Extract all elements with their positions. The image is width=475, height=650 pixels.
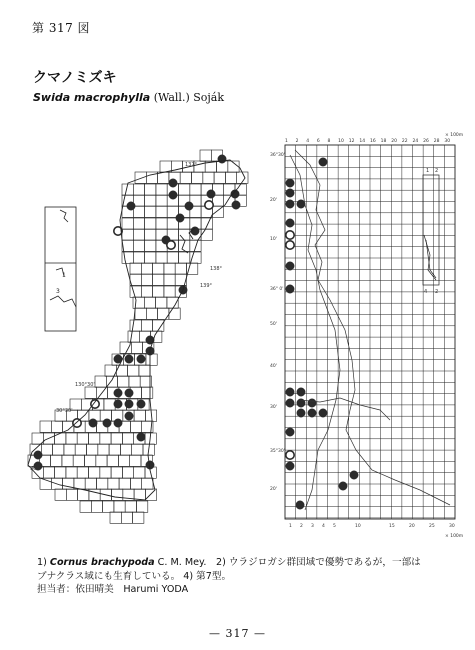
bottom-tick-label: 10 — [355, 524, 361, 529]
profile-dot — [286, 388, 294, 396]
grid-cell — [109, 444, 120, 455]
bottom-tick-label: 30 — [449, 524, 455, 529]
profile-dot — [286, 189, 294, 197]
grid-cell — [118, 455, 129, 466]
occurrence-dot — [169, 179, 177, 187]
grid-cell — [142, 387, 153, 398]
notes-line-1-rest: C. M. Mey. 2) ウラジロガシ群団域で優勢であるが，一部は — [154, 557, 421, 568]
occurrence-dot — [185, 202, 193, 210]
grid-cell — [41, 444, 52, 455]
bottom-tick-label: 3 — [311, 524, 314, 529]
scientific-binomial: Swida macrophylla — [33, 91, 151, 104]
latitude-label: 20' — [270, 487, 277, 492]
grid-cell — [145, 489, 156, 500]
inset-tick-1: 1 — [426, 168, 430, 174]
grid-cell — [53, 444, 64, 455]
latitude-label: 10' — [270, 237, 277, 242]
grid-cell — [145, 218, 156, 229]
occurrence-dot — [137, 400, 145, 408]
grid-cell — [214, 172, 225, 183]
grid-cell — [145, 229, 156, 240]
grid-cell — [55, 467, 66, 478]
grid-cell — [175, 263, 186, 274]
grid-cell — [130, 455, 141, 466]
grid-cell — [190, 184, 201, 195]
grid-cell — [120, 444, 131, 455]
latitude-label: 20' — [270, 198, 277, 203]
profile-ring — [286, 451, 294, 459]
grid-cell — [85, 478, 96, 489]
grid-cell — [64, 444, 75, 455]
grid-cell — [153, 274, 164, 285]
grid-cell — [169, 308, 180, 319]
grid-cell — [110, 512, 121, 523]
grid-cell — [190, 240, 201, 251]
profile-occurrence-dots — [286, 158, 358, 509]
top-tick-label: 6 — [316, 139, 320, 144]
grid-cell — [96, 455, 107, 466]
grid-cell — [135, 308, 146, 319]
lon-label-130-30: 130°30' — [75, 382, 95, 388]
location-inset-map — [45, 207, 76, 331]
bottom-tick-label: 5 — [333, 524, 336, 529]
grid-cell — [89, 467, 100, 478]
grid-cell — [51, 455, 62, 466]
top-tick-label: 28 — [433, 139, 440, 144]
grid-cell — [121, 512, 132, 523]
occurrence-dot — [114, 400, 122, 408]
grid-cell — [145, 184, 156, 195]
grid-cell — [40, 421, 51, 432]
grid-cell — [73, 455, 84, 466]
top-tick-label: 2 — [295, 139, 299, 144]
profile-dot — [308, 399, 316, 407]
grid-cell — [179, 229, 190, 240]
grid-cell — [190, 252, 201, 263]
lon-label-139: 139° — [200, 283, 213, 289]
prefecture-grid-map — [28, 150, 248, 523]
grid-cell — [133, 240, 144, 251]
grid-cell — [156, 184, 167, 195]
grid-cell — [203, 172, 214, 183]
map-grid-row — [95, 376, 152, 387]
grid-cell — [130, 421, 141, 432]
grid-cell — [133, 297, 144, 308]
grid-cell — [43, 467, 54, 478]
map-grid-row — [122, 184, 246, 195]
map-grid-row — [122, 218, 212, 229]
grid-cell — [107, 455, 118, 466]
occurrence-ring — [205, 201, 213, 209]
grid-cell — [141, 274, 152, 285]
grid-cell — [130, 320, 141, 331]
map-grid-row — [105, 365, 150, 376]
top-tick-label: 12 — [348, 139, 355, 144]
grid-cell — [62, 455, 73, 466]
profile-dot — [319, 158, 327, 166]
profile-ring — [286, 231, 294, 239]
grid-cell — [77, 433, 88, 444]
profile-ring — [286, 241, 294, 249]
occurrence-dot — [34, 451, 42, 459]
grid-cell — [158, 172, 169, 183]
top-tick-label: 1 — [285, 139, 288, 144]
occurrence-dot — [232, 201, 240, 209]
grid-cell — [85, 455, 96, 466]
grid-cell — [87, 444, 98, 455]
grid-cell — [156, 195, 167, 206]
grid-cell — [122, 218, 133, 229]
grid-cell — [164, 286, 175, 297]
grid-cell — [156, 206, 167, 217]
grid-cell — [91, 501, 102, 512]
occurrence-dots — [34, 155, 240, 470]
occurrence-dot — [127, 202, 135, 210]
grid-cell — [108, 478, 119, 489]
grid-cell — [130, 286, 141, 297]
latitude-label: 30' — [270, 405, 277, 410]
grid-cell — [80, 501, 91, 512]
grid-cell — [160, 161, 171, 172]
profile-dot — [339, 482, 347, 490]
profile-dot — [350, 471, 358, 479]
map-grid-row — [135, 172, 248, 183]
occurrence-dot — [125, 355, 133, 363]
grid-cell — [156, 252, 167, 263]
occurrence-dot — [89, 419, 97, 427]
occurrence-dot — [103, 419, 111, 427]
grid-cell — [130, 274, 141, 285]
grid-cell — [122, 433, 133, 444]
occurrence-dot — [137, 355, 145, 363]
grid-cell — [156, 218, 167, 229]
grid-cell — [129, 376, 140, 387]
lon-label-30: 30° — [30, 466, 39, 472]
bottom-tick-label: 4 — [322, 524, 325, 529]
grid-cell — [200, 150, 211, 161]
inset-tick-3: 4 — [424, 289, 428, 295]
map-grid-row — [80, 501, 148, 512]
grid-cell — [122, 229, 133, 240]
altitude-profile-chart — [285, 145, 455, 519]
grid-cell — [225, 172, 236, 183]
grid-cell — [112, 489, 123, 500]
grid-cell — [114, 501, 125, 512]
map-grid-row — [130, 274, 187, 285]
grid-cell — [144, 297, 155, 308]
grid-cell — [103, 501, 114, 512]
profile-top-ticks — [285, 138, 450, 144]
grid-cell — [167, 252, 178, 263]
top-tick-label: 30 — [444, 139, 451, 144]
map-grid-row — [122, 252, 201, 263]
grid-cell — [98, 444, 109, 455]
grid-cell — [131, 342, 142, 353]
map-grid-row — [133, 297, 178, 308]
grid-cell — [158, 308, 169, 319]
grid-cell — [128, 331, 139, 342]
grid-cell — [97, 478, 108, 489]
grid-cell — [133, 184, 144, 195]
grid-cell — [100, 433, 111, 444]
grid-cell — [153, 286, 164, 297]
top-tick-label: 14 — [359, 139, 366, 144]
profile-dot — [286, 428, 294, 436]
grid-cell — [180, 172, 191, 183]
grid-cell — [145, 240, 156, 251]
grid-cell — [95, 376, 106, 387]
grid-cell — [116, 365, 127, 376]
inset-bottom-label: 3 — [56, 288, 60, 295]
profile-latitude-labels — [270, 152, 285, 492]
inset-tick-4: 2 — [435, 289, 439, 295]
latitude-label: 50' — [270, 322, 277, 327]
occurrence-dot — [176, 214, 184, 222]
notes-author: 担当者：依田晴美 Harumi YODA — [37, 584, 189, 596]
grid-cell — [100, 467, 111, 478]
bottom-tick-label: 20 — [409, 524, 415, 529]
profile-bottom-ticks — [289, 523, 455, 529]
bottom-tick-label: 2 — [300, 524, 303, 529]
map-longitude-labels — [30, 162, 223, 472]
grid-cell — [133, 229, 144, 240]
grid-cell — [130, 478, 141, 489]
grid-cell — [141, 263, 152, 274]
grid-cell — [51, 421, 62, 432]
grid-cell — [125, 501, 136, 512]
occurrence-dot — [125, 400, 133, 408]
grid-cell — [145, 195, 156, 206]
grid-cell — [66, 489, 77, 500]
profile-inset-ticks — [424, 168, 438, 295]
map-grid-row — [32, 467, 156, 478]
grid-cell — [156, 297, 167, 308]
lon-label-30-30: 30°30' — [56, 408, 73, 414]
profile-dot — [286, 219, 294, 227]
grid-cell — [85, 387, 96, 398]
grid-cell — [179, 252, 190, 263]
profile-dot — [286, 285, 294, 293]
grid-cell — [118, 376, 129, 387]
grid-cell — [134, 467, 145, 478]
profile-inset — [423, 175, 439, 285]
profile-bottom-unit: × 100m — [445, 534, 464, 539]
grid-cell — [66, 433, 77, 444]
grid-cell — [111, 433, 122, 444]
bottom-tick-label: 25 — [429, 524, 435, 529]
profile-dot — [286, 262, 294, 270]
top-tick-label: 8 — [327, 139, 331, 144]
occurrence-dot — [207, 190, 215, 198]
profile-dot — [308, 409, 316, 417]
grid-cell — [77, 467, 88, 478]
map-grid-row — [110, 512, 144, 523]
top-tick-label: 18 — [380, 139, 387, 144]
grid-cell — [145, 206, 156, 217]
latitude-label: 35°30' — [270, 449, 285, 454]
grid-cell — [89, 489, 100, 500]
grid-cell — [145, 252, 156, 263]
grid-cell — [201, 218, 212, 229]
occurrence-ring — [91, 400, 99, 408]
inset-tick-2: 2 — [435, 168, 439, 174]
profile-dot — [286, 462, 294, 470]
map-grid-row — [28, 455, 152, 466]
occurrence-dot — [125, 412, 133, 420]
grid-cell — [179, 184, 190, 195]
top-tick-label: 24 — [412, 139, 419, 144]
top-tick-label: 26 — [423, 139, 429, 144]
bottom-tick-label: 1 — [289, 524, 292, 529]
grid-cell — [133, 512, 144, 523]
map-grid-row — [135, 308, 180, 319]
grid-cell — [141, 320, 152, 331]
occurrence-dot — [114, 389, 122, 397]
grid-cell — [179, 240, 190, 251]
figure-label: 第 317 図 — [32, 21, 91, 35]
grid-cell — [111, 467, 122, 478]
lon-label-137: 137° — [185, 162, 198, 168]
grid-cell — [104, 399, 115, 410]
top-tick-label: 10 — [338, 139, 344, 144]
grid-cell — [153, 263, 164, 274]
map-grid-row — [30, 444, 154, 455]
grid-cell — [137, 501, 148, 512]
latitude-label: 36° 0' — [270, 287, 284, 292]
page-number: — 317 — — [209, 627, 266, 640]
notes-line-2: ブナクラス域にも生育している。 4) 第7型。 — [37, 570, 232, 582]
profile-dot — [297, 200, 305, 208]
grid-cell — [66, 467, 77, 478]
scientific-authority: (Wall.) Soják — [150, 91, 225, 104]
grid-cell — [130, 263, 141, 274]
notes-synonym: Cornus brachypoda — [49, 557, 155, 568]
profile-dot — [297, 388, 305, 396]
grid-cell — [142, 478, 153, 489]
grid-cell — [134, 410, 145, 421]
bottom-tick-label: 15 — [389, 524, 395, 529]
profile-dot — [286, 179, 294, 187]
notes-line-1 — [37, 556, 457, 570]
map-grid-row — [130, 286, 187, 297]
occurrence-dot — [114, 419, 122, 427]
profile-dot — [297, 409, 305, 417]
top-tick-label: 22 — [401, 139, 408, 144]
grid-cell — [75, 444, 86, 455]
map-grid-row — [122, 240, 201, 251]
grid-cell — [146, 308, 157, 319]
grid-cell — [133, 218, 144, 229]
latitude-label: 36°30' — [270, 153, 285, 158]
top-tick-label: 4 — [306, 139, 310, 144]
profile-dot — [286, 200, 294, 208]
latitude-label: 40' — [270, 364, 277, 369]
grid-cell — [132, 444, 143, 455]
grid-cell — [164, 263, 175, 274]
grid-cell — [133, 252, 144, 263]
grid-cell — [141, 286, 152, 297]
grid-cell — [134, 489, 145, 500]
grid-cell — [192, 172, 203, 183]
grid-cell — [139, 365, 150, 376]
grid-cell — [164, 274, 175, 285]
grid-cell — [122, 467, 133, 478]
top-tick-label: 16 — [370, 139, 376, 144]
grid-cell — [89, 433, 100, 444]
grid-cell — [135, 172, 146, 183]
notes-prefix: 1) — [37, 557, 50, 568]
grid-cell — [146, 354, 157, 365]
profile-dot — [296, 501, 304, 509]
occurrence-dot — [218, 155, 226, 163]
species-japanese-name: クマノミズキ — [33, 70, 117, 86]
grid-cell — [201, 229, 212, 240]
occurrence-ring — [167, 241, 175, 249]
profile-dot — [319, 409, 327, 417]
top-tick-label: 20 — [391, 139, 397, 144]
grid-cell — [55, 489, 66, 500]
profile-dot — [286, 399, 294, 407]
occurrence-dot — [137, 433, 145, 441]
occurrence-dot — [169, 191, 177, 199]
profile-top-unit: × 100m — [445, 133, 464, 138]
grid-cell — [119, 478, 130, 489]
grid-cell — [128, 365, 139, 376]
inset-top-label: 1 — [62, 272, 66, 279]
lon-label-138: 138° — [210, 266, 223, 272]
occurrence-dot — [125, 389, 133, 397]
grid-cell — [120, 342, 131, 353]
grid-cell — [74, 478, 85, 489]
species-notes — [37, 556, 457, 597]
